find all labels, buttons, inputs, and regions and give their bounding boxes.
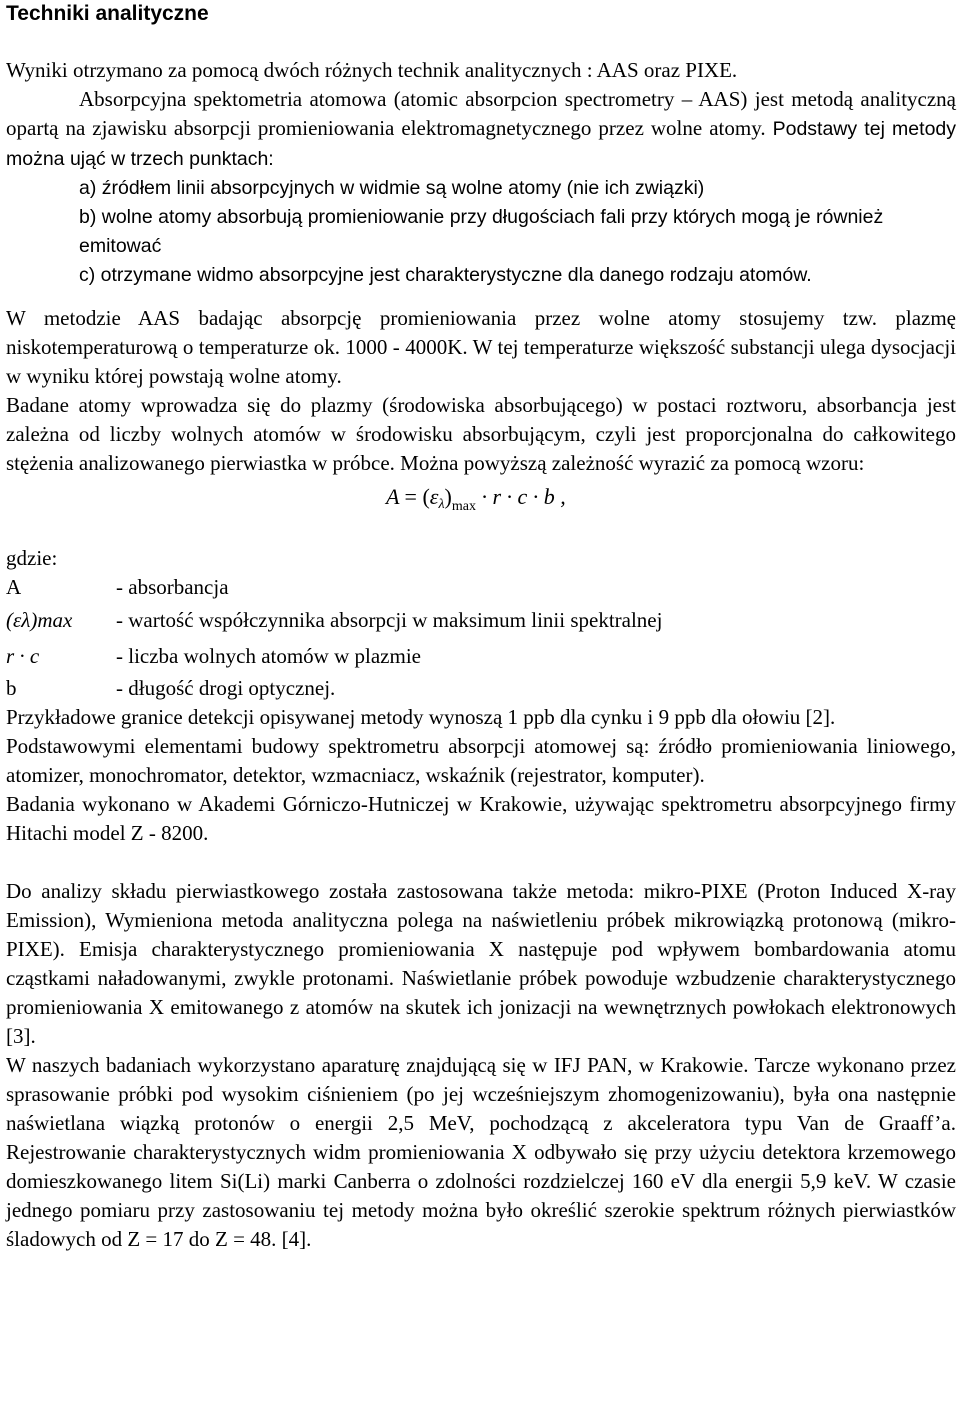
formula-close-paren: ) <box>444 484 452 509</box>
section-heading: Techniki analityczne <box>6 2 209 25</box>
aas-paragraph-plasma: W metodzie AAS badając absorpcję promieniowania przez wolne atomy stosujemy tzw. plazmę niskotemperaturową o temperaturze ok. 1000 - 4000K. W tej temperaturze większość substancji ulega dysocjacji w wyniku której powstają wolne atomy. <box>6 306 956 388</box>
aas-paragraph-spectrometer-parts: Podstawowymi elementami budowy spektrometru absorpcji atomowej są: źródło promieniowania liniowego, atomizer, monochromator, detektor, wzmacniacz, wskaźnik (rejestrator, komputer). <box>6 734 956 787</box>
definition-description: - absorbancja <box>116 575 229 599</box>
spacer <box>6 848 956 877</box>
definition-description: - liczba wolnych atomów w plazmie <box>116 644 421 668</box>
formula-rhs: · r · c · b , <box>481 484 566 509</box>
definition-row <box>6 573 956 602</box>
definition-symbol: b <box>6 676 17 700</box>
formula-lambda: λ <box>438 497 445 512</box>
definition-symbol: r · c <box>6 644 40 668</box>
formula-open-paren: ( <box>422 484 430 509</box>
definition-row <box>6 638 956 674</box>
formula-epsilon: ε <box>429 484 439 509</box>
point-a: a) źródłem linii absorpcyjnych w widmie są wolne atomy (nie ich związki) <box>79 177 705 199</box>
definitions-list <box>6 573 956 703</box>
point-b: b) wolne atomy absorbują promieniowanie przy długościach fali przy których mogą je również emitować <box>79 206 884 257</box>
absorbance-formula <box>6 478 956 532</box>
spacer <box>6 532 956 544</box>
where-label: gdzie: <box>6 546 58 570</box>
aas-points-list <box>6 174 956 290</box>
intro-paragraph: Wyniki otrzymano za pomocą dwóch różnych technik analitycznych : AAS oraz PIXE. <box>6 58 738 82</box>
aas-intro-paragraph <box>6 85 956 174</box>
aas-paragraph-detection-limits: Przykładowe granice detekcji opisywanej metody wynoszą 1 ppb dla cynku i 9 ppb dla ołowiu [2]. <box>6 705 836 729</box>
definition-row <box>6 602 956 638</box>
formula-equals: = <box>404 484 417 509</box>
definition-symbol: A <box>6 575 22 599</box>
definition-description: - wartość współczynnika absorpcji w maksimum linii spektralnej <box>116 608 663 632</box>
spacer <box>6 290 956 304</box>
document-page <box>6 0 956 1254</box>
definition-row <box>6 674 956 703</box>
definition-description: - długość drogi optycznej. <box>116 676 336 700</box>
definition-symbol: (ελ)max <box>6 608 73 632</box>
aas-paragraph-instrument: Badania wykonano w Akademi Górniczo-Hutniczej w Krakowie, używając spektrometru absorpcyjnego firmy Hitachi model Z - 8200. <box>6 792 956 845</box>
aas-paragraph-absorbance: Badane atomy wprowadza się do plazmy (środowiska absorbującego) w postaci roztworu, absorbancja jest zależna od liczby wolnych atomów w środowisku absorbującym, czyli jest proporcjonalna do całkowitego stężenia analizowanego pierwiastka w próbce. Można powyższą zależność wyrazić za pomocą wzoru: <box>6 393 956 475</box>
formula-lhs: A <box>386 484 400 509</box>
pixe-paragraph-setup: W naszych badaniach wykorzystano aparaturę znajdującą się w IFJ PAN, w Krakowie. Tarcze wykonano przez sprasowanie próbki pod wysokim ciśnieniem (po jej wcześniejszym zhomogenizowaniu), była ona następnie naświetlana wiązką protonów o energii 2,5 MeV, pochodzącą z akceleratora typu Van de Graaff’a. Rejestrowanie charakterystycznych widm promieniowania X odbywało się przy użyciu detektora krzemowego domieszkowanego litem Si(Li) marki Canberra o zdolności rozdzielczej 160 eV dla energii 5,9 keV. W czasie jednego pomiaru przy zastosowaniu tej metody można było określić szerokie spektrum różnych pierwiastków śladowych od Z = 17 do Z = 48. [4]. <box>6 1053 956 1251</box>
pixe-paragraph-method: Do analizy składu pierwiastkowego została zastosowana także metoda: mikro-PIXE (Proton Induced X-ray Emission), Wymieniona metoda analityczna polega na naświetleniu próbek mikrowiązką protonową (mikro-PIXE). Emisja charakterystycznego promieniowania X następuje pod wpływem bombardowania atomu cząstkami naładowanymi, zwykle protonami. Naświetlanie próbek powoduje wzbudzenie charakterystycznego promieniowania X emitowanego z atomów na skutek ich jonizacji na wewnętrznych powłokach elektronowych [3]. <box>6 879 956 1048</box>
formula-max: max <box>451 499 476 514</box>
point-c: c) otrzymane widmo absorpcyjne jest charakterystyczne dla danego rodzaju atomów. <box>79 264 812 286</box>
spacer <box>6 27 956 56</box>
aas-intro-text: Absorpcyjna spektometria atomowa (atomic absorpcion spectrometry – AAS) jest metodą analityczną opartą na zjawisku absorpcji promieniowania elektromagnetycznego przez wolne atomy. <box>6 87 956 140</box>
aas-basics-text: Podstawy tej metody można ująć w trzech punktach: <box>6 118 957 170</box>
formula-expression <box>386 482 566 521</box>
